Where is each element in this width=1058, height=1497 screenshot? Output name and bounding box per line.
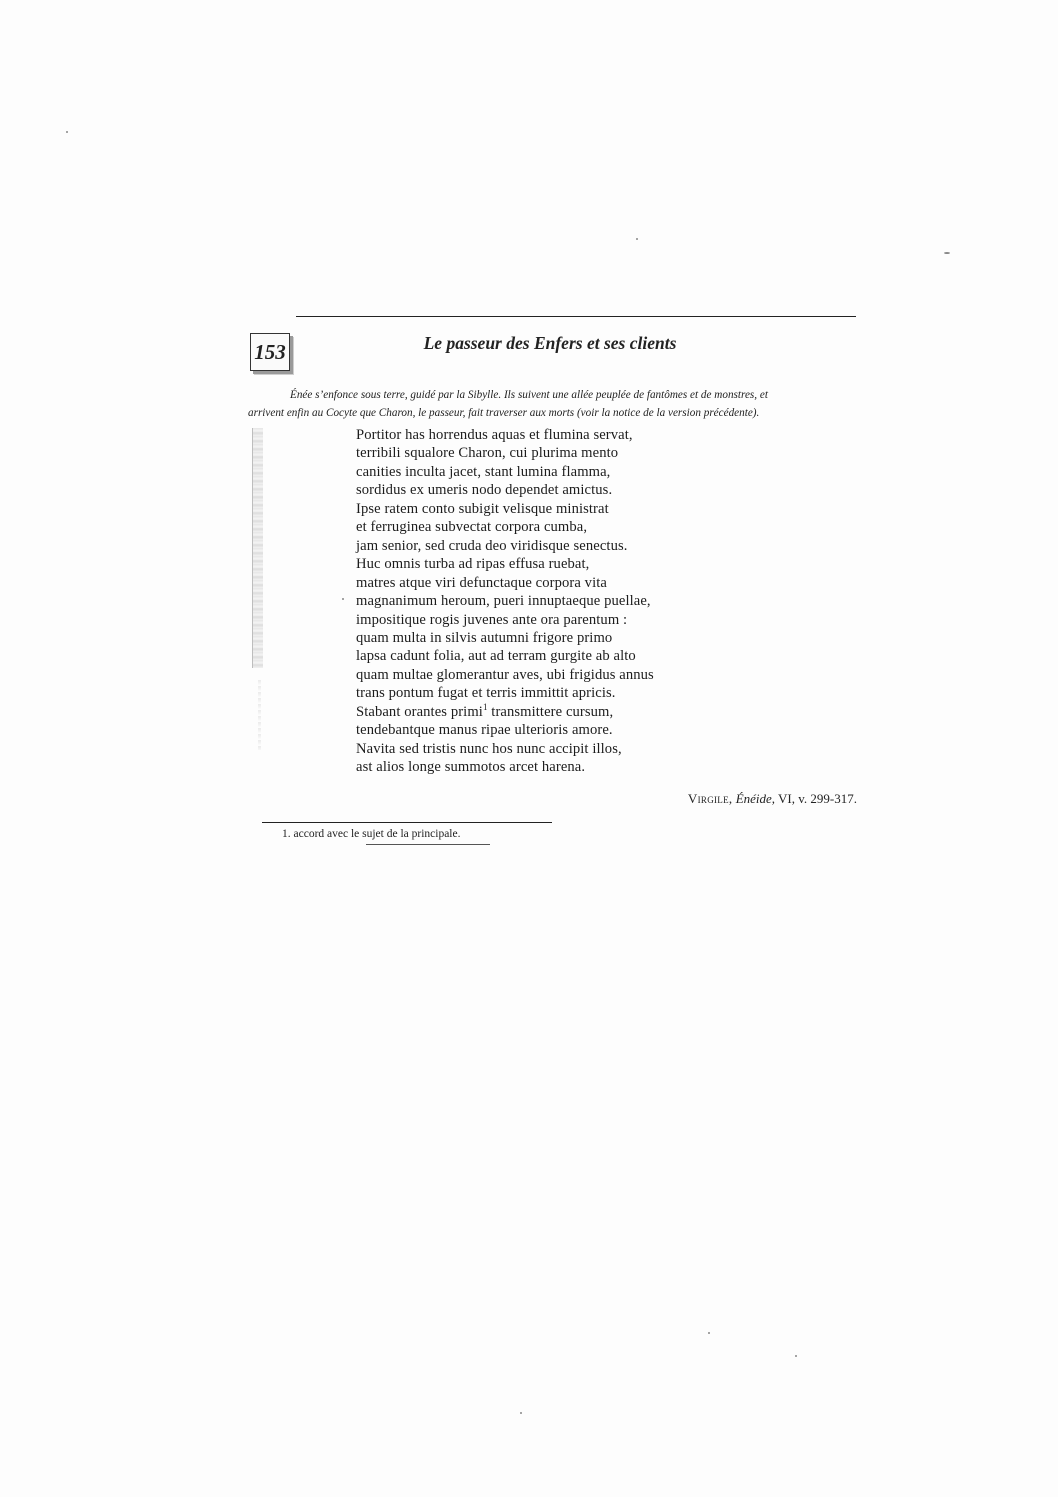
footnote-underline [366, 844, 490, 845]
intro-line-1: Énée s’enfonce sous terre, guidé par la Sibylle. Ils suivent une allée peuplée de fantômes et de monstres, et [290, 389, 768, 401]
poem-line: quam multae glomerantur aves, ubi frigidus annus [356, 666, 654, 683]
page-title: Le passeur des Enfers et ses clients [423, 333, 677, 353]
scan-speck [520, 1412, 522, 1414]
poem-line: trans pontum fugat et terris immittit apricis. [356, 685, 616, 702]
scan-margin-artifact [252, 428, 263, 668]
poem-line-end: transmittere cursum, [491, 703, 614, 720]
scan-speck [795, 1355, 797, 1357]
poem-line: sordidus ex umeris nodo dependet amictus. [356, 482, 613, 499]
intro-paragraph [248, 386, 855, 422]
scan-speck [66, 131, 68, 133]
intro-line-2: arrivent enfin au Cocyte que Charon, le passeur, fait traverser aux morts (voir la notice de la version précédente). [248, 407, 760, 419]
poem-line: Portitor has horrendus aquas et flumina servat, [356, 427, 633, 443]
poem-line: magnanimum heroum, pueri innuptaeque puellae, [356, 593, 651, 610]
poem-line-with-note [356, 703, 836, 721]
scan-margin-artifact [258, 680, 261, 750]
source-author: Virgile, [687, 791, 733, 806]
source-citation [600, 791, 857, 807]
poem-line: Navita sed tristis nunc hos nunc accipit illos, [356, 740, 622, 757]
source-reference: VI, v. 299-317. [778, 791, 857, 806]
latin-poem [356, 426, 836, 777]
poem-line: tendebantque manus ripae ulterioris amore. [356, 722, 613, 739]
source-work: Énéide, [735, 791, 776, 806]
poem-line: Huc omnis turba ad ripas effusa ruebat, [356, 556, 590, 573]
footnote: 1. accord avec le sujet de la principale. [282, 828, 461, 840]
poem-line: jam senior, sed cruda deo viridisque senectus. [356, 537, 628, 554]
text-number-badge: 153 [250, 333, 290, 371]
poem-line: matres atque viri defunctaque corpora vita [356, 574, 607, 591]
footnote-rule [262, 822, 552, 823]
poem-line-start: Stabant orantes primi [356, 703, 483, 720]
poem-line: quam multa in silvis autumni frigore primo [356, 629, 613, 646]
poem-line: impositique rogis juvenes ante ora parentum : [356, 611, 628, 628]
poem-line: canities inculta jacet, stant lumina flamma, [356, 463, 611, 480]
footnote-marker: 1 [482, 701, 488, 712]
poem-line: ast alios longe summotos arcet harena. [356, 759, 586, 776]
poem-line: lapsa cadunt folia, aut ad terram gurgite ab alto [356, 648, 636, 665]
scan-speck [944, 252, 950, 254]
poem-line: terribili squalore Charon, cui plurima mento [356, 445, 619, 462]
scan-speck [636, 238, 638, 240]
poem-line: et ferruginea subvectat corpora cumba, [356, 519, 588, 536]
scan-speck [708, 1332, 710, 1334]
scan-speck [342, 598, 344, 600]
header-rule [296, 316, 856, 317]
poem-line: Ipse ratem conto subigit velisque ministrat [356, 500, 609, 517]
